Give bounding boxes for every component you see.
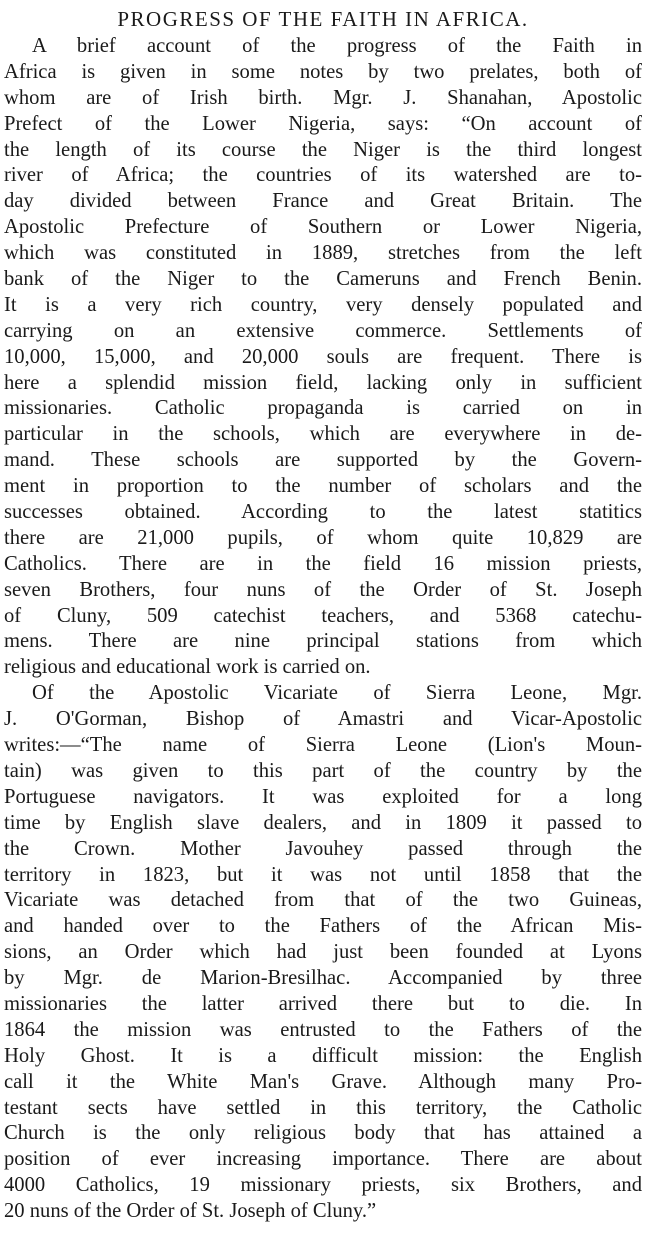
text-line: Prefect of the Lower Nigeria, says: “On account of — [4, 112, 642, 135]
text-line: A brief account of the progress of the Faith in — [32, 35, 642, 57]
text-line: which was constituted in 1889, stretches from the left — [4, 242, 642, 265]
text-line: by Mgr. de Marion-Bresilhac. Accompanied by three — [4, 967, 642, 990]
text-line: river of Africa; the countries of its watershed are to- — [4, 164, 642, 187]
text-line: Holy Ghost. It is a difficult mission: the English — [4, 1044, 642, 1067]
text-line: 20 nuns of the Order of St. Joseph of Cluny.” — [4, 1200, 377, 1223]
text-line: tain) was given to this part of the country by the — [4, 759, 642, 782]
text-line: ment in proportion to the number of scholars and the — [4, 475, 642, 498]
article-paragraph — [4, 34, 642, 681]
text-line: call it the White Man's Grave. Although many Pro- — [4, 1070, 642, 1093]
text-line: time by English slave dealers, and in 1809 it passed to — [4, 811, 642, 834]
text-line: mens. There are nine principal stations from which — [4, 630, 642, 653]
text-line: Africa is given in some notes by two prelates, both of — [4, 60, 642, 83]
text-line: Vicariate was detached from that of the two Guineas, — [4, 889, 642, 912]
text-line: missionaries the latter arrived there but to die. In — [4, 992, 642, 1015]
text-line: bank of the Niger to the Cameruns and French Benin. — [4, 268, 642, 291]
text-line: there are 21,000 pupils, of whom quite 10,829 are — [4, 526, 642, 549]
text-line: of Cluny, 509 catechist teachers, and 5368 catechu- — [4, 604, 642, 627]
text-line: testant sects have settled in this territory, the Catholic — [4, 1096, 642, 1119]
article-headline: PROGRESS OF THE FAITH IN AFRICA. — [117, 7, 529, 31]
text-line: Portuguese navigators. It was exploited for a long — [4, 785, 642, 808]
article-body — [4, 34, 642, 1225]
text-line: territory in 1823, but it was not until 1858 that the — [4, 863, 642, 886]
text-line: the Crown. Mother Javouhey passed through the — [4, 837, 642, 860]
text-line: missionaries. Catholic propaganda is carried on in — [4, 397, 642, 420]
text-line: whom are of Irish birth. Mgr. J. Shanahan, Apostolic — [4, 86, 642, 109]
text-line: Of the Apostolic Vicariate of Sierra Leone, Mgr. — [32, 682, 642, 705]
text-line: here a splendid mission field, lacking only in sufficient — [4, 371, 642, 394]
text-line: 4000 Catholics, 19 missionary priests, six Brothers, and — [4, 1174, 642, 1197]
text-line: the length of its course the Niger is the third longest — [4, 138, 642, 161]
text-line: 1864 the mission was entrusted to the Fathers of the — [4, 1018, 642, 1041]
text-line: mand. These schools are supported by the Govern- — [4, 449, 642, 472]
text-line: writes:—“The name of Sierra Leone (Lion's Moun- — [4, 734, 642, 757]
text-line: Apostolic Prefecture of Southern or Lower Nigeria, — [4, 216, 642, 239]
text-line: successes obtained. According to the latest statitics — [4, 501, 642, 524]
text-line: J. O'Gorman, Bishop of Amastri and Vicar-Apostolic — [4, 708, 642, 731]
text-line: day divided between France and Great Britain. The — [4, 190, 642, 213]
text-line: and handed over to the Fathers of the African Mis- — [4, 915, 642, 938]
text-line: It is a very rich country, very densely populated and — [4, 293, 642, 316]
article-paragraph — [4, 681, 642, 1225]
text-line: seven Brothers, four nuns of the Order of St. Joseph — [4, 578, 642, 601]
text-line: 10,000, 15,000, and 20,000 souls are frequent. There is — [4, 345, 642, 368]
newspaper-article — [4, 6, 642, 1225]
text-line: carrying on an extensive commerce. Settlements of — [4, 319, 642, 342]
text-line: religious and educational work is carried on. — [4, 656, 371, 679]
text-line: Catholics. There are in the field 16 mission priests, — [4, 552, 642, 575]
text-line: particular in the schools, which are everywhere in de- — [4, 423, 642, 446]
text-line: sions, an Order which had just been founded at Lyons — [4, 941, 642, 964]
text-line: Church is the only religious body that has attained a — [4, 1122, 642, 1145]
text-line: position of ever increasing importance. There are about — [4, 1148, 642, 1171]
